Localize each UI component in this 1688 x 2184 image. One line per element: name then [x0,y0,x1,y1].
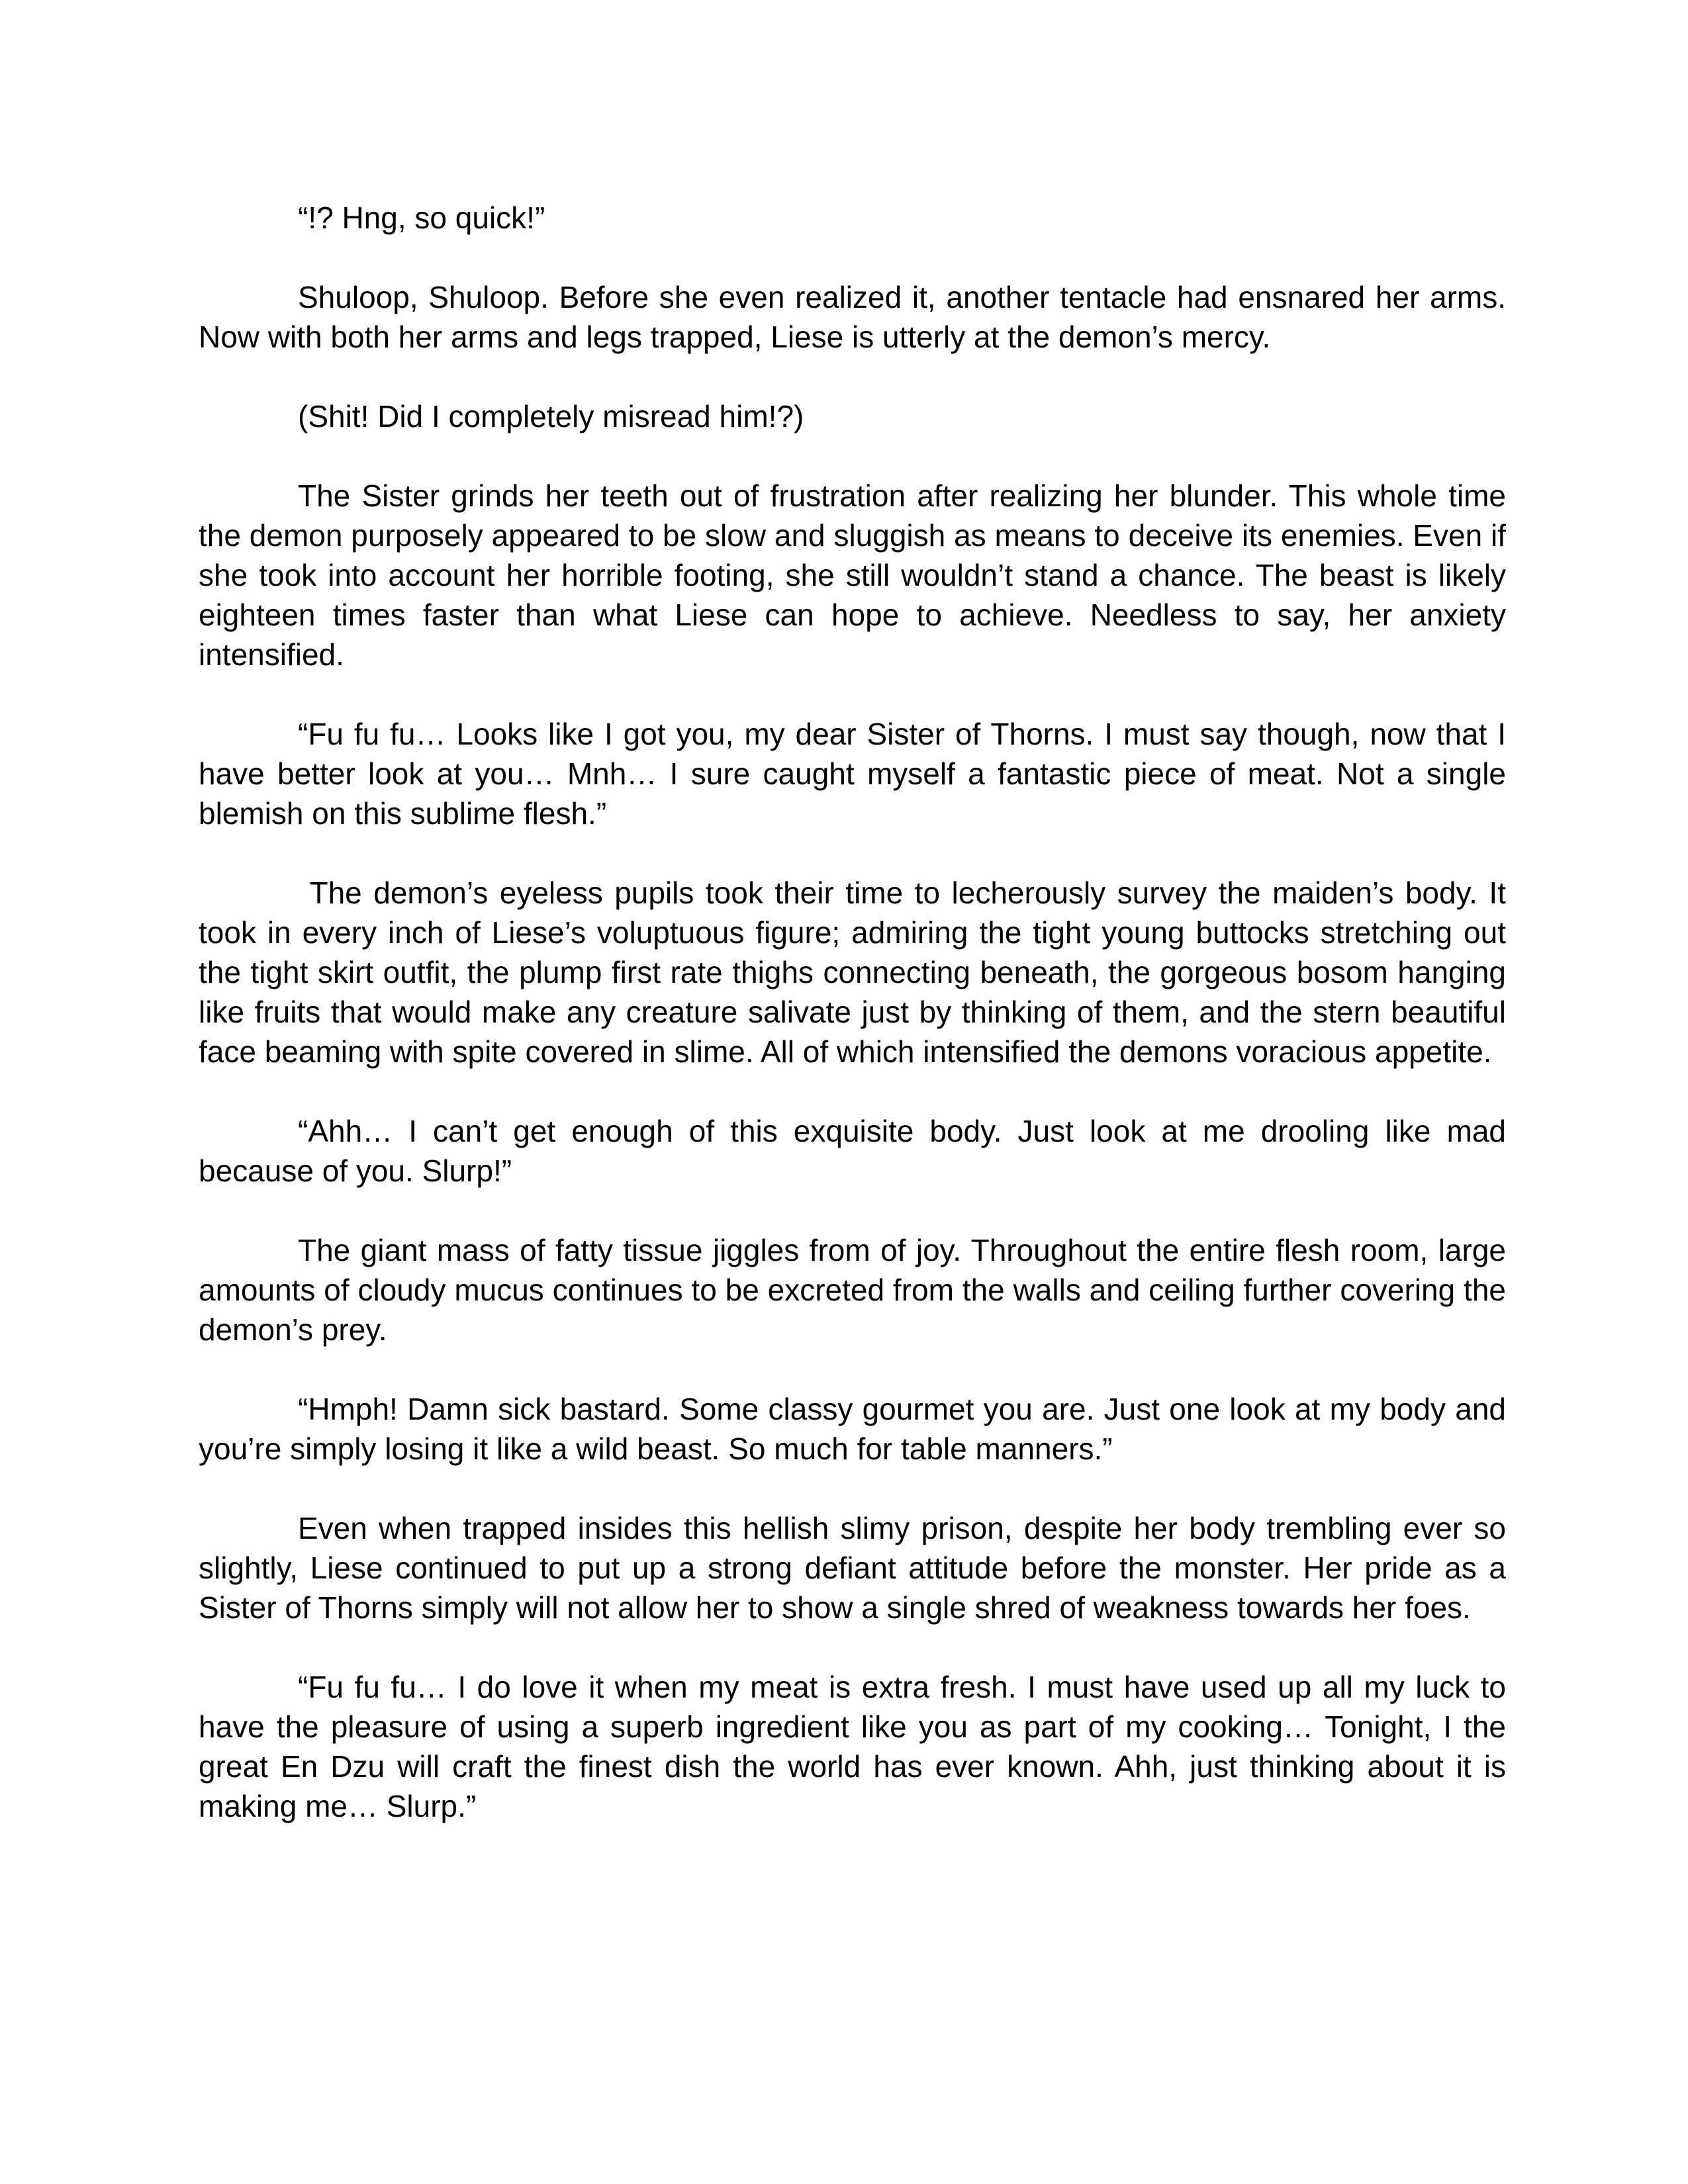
paragraph-7: “Ahh… I can’t get enough of this exquisite body. Just look at me drooling like mad because of you. Slurp!” [199,1114,1506,1188]
paragraph-6: The demon’s eyeless pupils took their time to lecherously survey the maiden’s body. It took in every inch of Liese’s voluptuous figure; admiring the tight young buttocks stretching out the tight skirt outfit, the plump first rate thighs connecting beneath, the gorgeous bosom hanging like fruits that would make any creature salivate just by thinking of them, and the stern beautiful face beaming with spite covered in slime. All of which intensified the demons voracious appetite. [199,876,1506,1069]
paragraph-4: The Sister grinds her teeth out of frustration after realizing her blunder. This whole time the demon purposely appeared to be slow and sluggish as means to deceive its enemies. Even if she took into account her horrible footing, she still wouldn’t stand a chance. The beast is likely eighteen times faster than what Liese can hope to achieve. Needless to say, her anxiety intensified. [199,478,1506,672]
paragraph-2: Shuloop, Shuloop. Before she even realized it, another tentacle had ensnared her arms. Now with both her arms and legs trapped, Liese is utterly at the demon’s mercy. [199,280,1506,354]
paragraph-3: (Shit! Did I completely misread him!?) [298,399,804,433]
paragraph-10: Even when trapped insides this hellish slimy prison, despite her body trembling ever so slightly, Liese continued to put up a strong defiant attitude before the monster. Her pride as a Sister of Thorns simply will not allow her to show a single shred of weakness towards her foes. [199,1511,1506,1625]
paragraph-9: “Hmph! Damn sick bastard. Some classy gourmet you are. Just one look at my body and you’re simply losing it like a wild beast. So much for table manners.” [199,1392,1506,1466]
paragraph-11: “Fu fu fu… I do love it when my meat is extra fresh. I must have used up all my luck to have the pleasure of using a superb ingredient like you as part of my cooking… Tonight, I the great En Dzu will craft the finest dish the world has ever known. Ahh, just thinking about it is making me… Slurp.” [199,1670,1506,1823]
paragraph-5: “Fu fu fu… Looks like I got you, my dear Sister of Thorns. I must say though, now that I have better look at you… Mnh… I sure caught myself a fantastic piece of meat. Not a single blemish on this sublime flesh.” [199,717,1506,831]
paragraph-8: The giant mass of fatty tissue jiggles from of joy. Throughout the entire flesh room, large amounts of cloudy mucus continues to be excreted from the walls and ceiling further covering the demon’s prey. [199,1233,1506,1347]
document-body [199,198,1506,1826]
paragraph-1: “!? Hng, so quick!” [298,201,545,235]
